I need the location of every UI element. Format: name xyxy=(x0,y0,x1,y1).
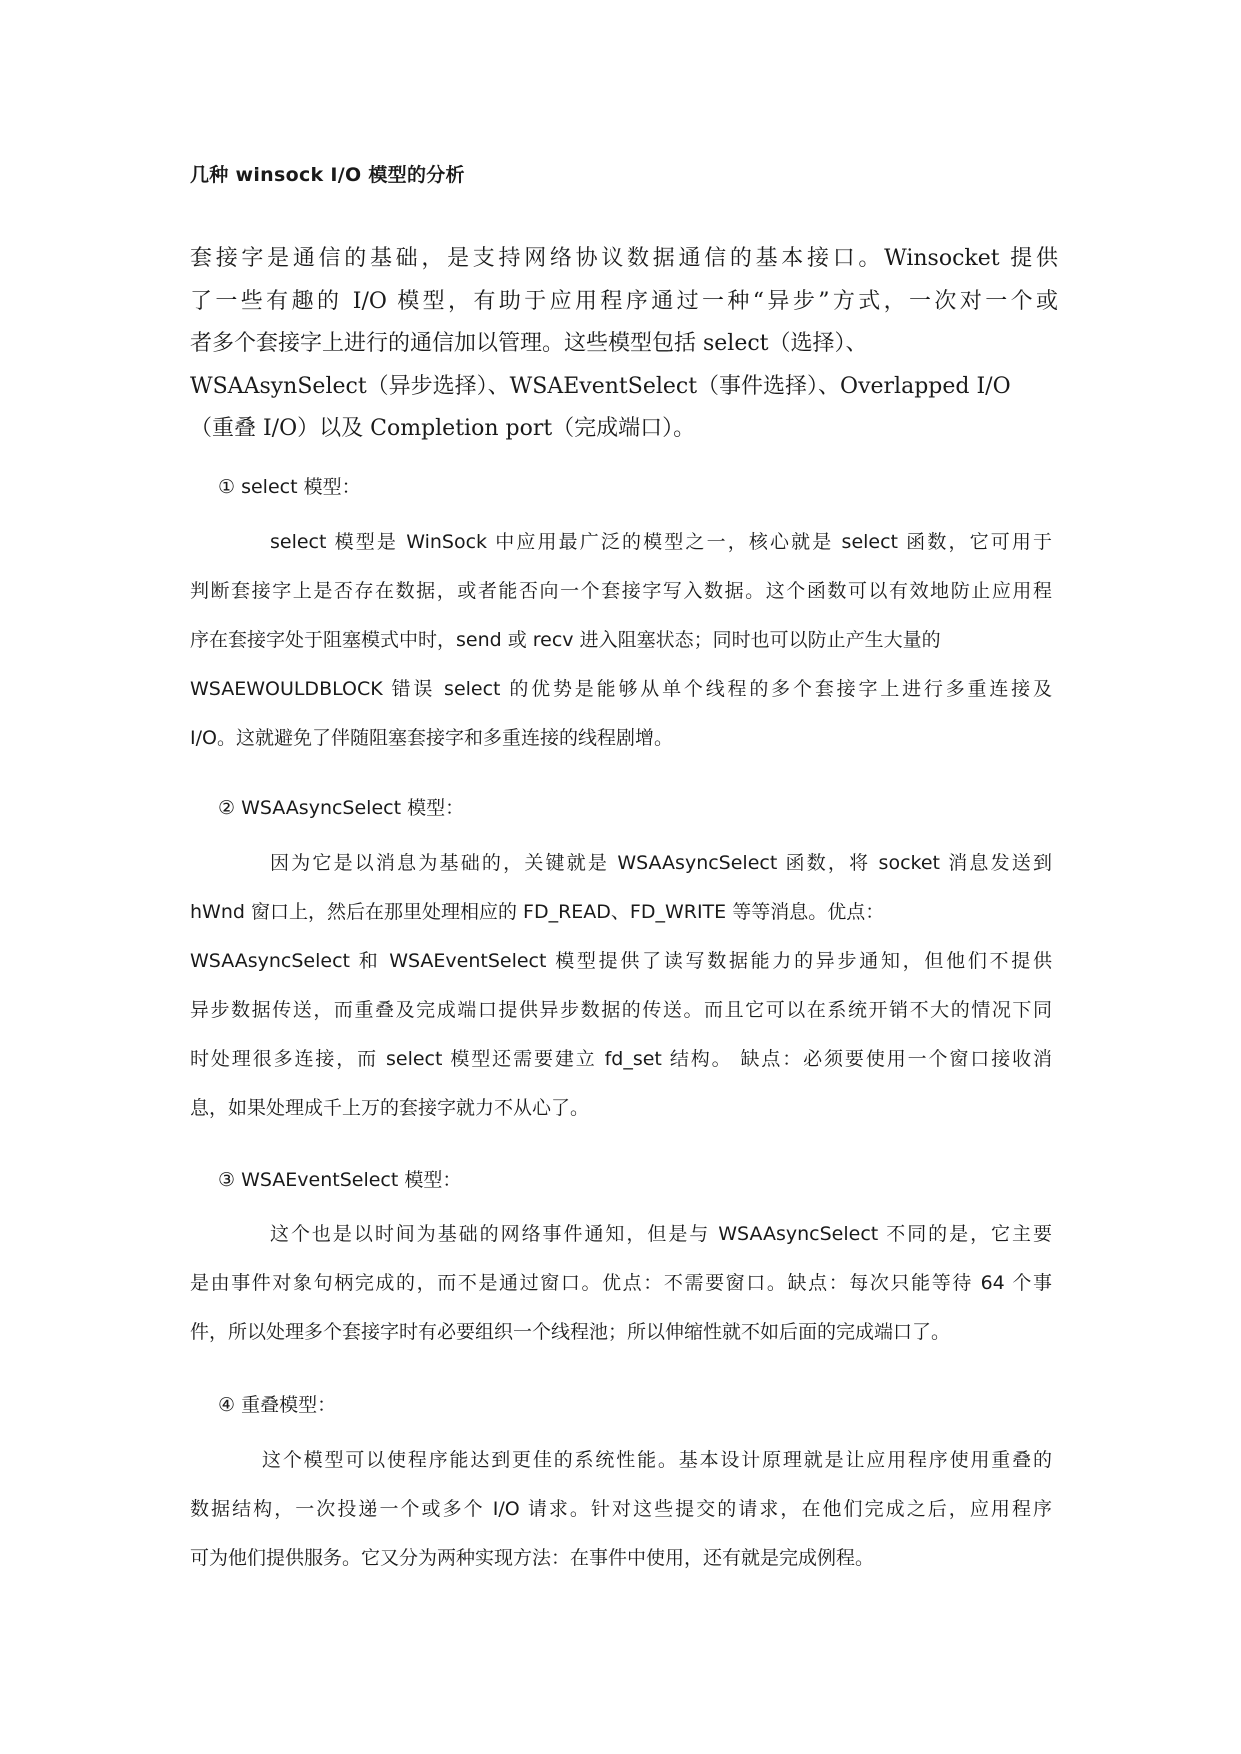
intro-line: （重叠 I/O）以及 Completion port（完成端口）。 xyxy=(190,416,696,442)
intro-line: WSAAsynSelect（异步选择）、WSAEventSelect（事件选择）、Overlapped I/O xyxy=(190,373,1011,399)
section-body-wsaeventselect xyxy=(190,1210,1052,1357)
intro-line xyxy=(190,238,1058,281)
section-heading-wsaasyncselect: ② WSAAsyncSelect 模型： xyxy=(218,797,465,819)
body-line: hWnd 窗口上，然后在那里处理相应的 FD_READ、FD_WRITE 等等消息。优点： xyxy=(190,901,885,923)
intro-line: 了一些有趣的 I/O 模型，有助于应用程序通过一种“异步”方式，一次对一个或 xyxy=(190,288,1058,314)
body-line: I/O。这就避免了伴随阻塞套接字和多重连接的线程剧增。 xyxy=(190,727,673,749)
document-title: 几种 winsock I/O 模型的分析 xyxy=(190,164,465,186)
body-line: select 模型是 WinSock 中应用最广泛的模型之一，核心就是 select 函数，它可用于 xyxy=(270,531,1052,553)
intro-line: 者多个套接字上进行的通信加以管理。这些模型包括 select（选择）、 xyxy=(190,331,868,357)
body-line: 可为他们提供服务。它又分为两种实现方法：在事件中使用，还有就是完成例程。 xyxy=(190,1547,875,1569)
body-line: 件，所以处理多个套接字时有必要组织一个线程池；所以伸缩性就不如后面的完成端口了。 xyxy=(190,1321,951,1343)
intro-line-text: 套接字是通信的基础，是支持网络协议数据通信的基本接口。Winsocket 提供 xyxy=(190,246,1058,271)
body-line: WSAEWOULDBLOCK 错误 select 的优势是能够从单个线程的多个套接字上进行多重连接及 xyxy=(190,678,1052,700)
body-line: 这个模型可以使程序能达到更佳的系统性能。基本设计原理就是让应用程序使用重叠的 xyxy=(262,1449,1052,1471)
body-line: 因为它是以消息为基础的，关键就是 WSAAsyncSelect 函数，将 socket 消息发送到 xyxy=(270,852,1052,874)
body-line: 时处理很多连接，而 select 模型还需要建立 fd_set 结构。 缺点：必须要使用一个窗口接收消 xyxy=(190,1048,1052,1070)
section-heading-select: ① select 模型： xyxy=(218,476,361,498)
body-line: 息，如果处理成千上万的套接字就力不从心了。 xyxy=(190,1097,590,1119)
body-line: 异步数据传送，而重叠及完成端口提供异步数据的传送。而且它可以在系统开销不大的情况下同 xyxy=(190,999,1052,1021)
body-line: 数据结构，一次投递一个或多个 I/O 请求。针对这些提交的请求，在他们完成之后，应用程序 xyxy=(190,1498,1052,1520)
body-line: 这个也是以时间为基础的网络事件通知，但是与 WSAAsyncSelect 不同的是，它主要 xyxy=(270,1223,1052,1245)
body-line: 判断套接字上是否存在数据，或者能否向一个套接字写入数据。这个函数可以有效地防止应用程 xyxy=(190,580,1052,602)
body-line: 是由事件对象句柄完成的，而不是通过窗口。优点：不需要窗口。缺点：每次只能等待 64 个事 xyxy=(190,1272,1052,1294)
intro-paragraph xyxy=(190,238,1058,451)
section-heading-overlapped: ④ 重叠模型： xyxy=(218,1394,337,1416)
section-body-select xyxy=(190,518,1052,763)
section-body-overlapped xyxy=(190,1436,1052,1583)
section-body-wsaasyncselect xyxy=(190,839,1052,1133)
body-line: 序在套接字处于阻塞模式中时，send 或 recv 进入阻塞状态；同时也可以防止产生大量的 xyxy=(190,629,941,651)
section-heading-wsaeventselect: ③ WSAEventSelect 模型： xyxy=(218,1169,462,1191)
body-line: WSAAsyncSelect 和 WSAEventSelect 模型提供了读写数据能力的异步通知，但他们不提供 xyxy=(190,950,1052,972)
